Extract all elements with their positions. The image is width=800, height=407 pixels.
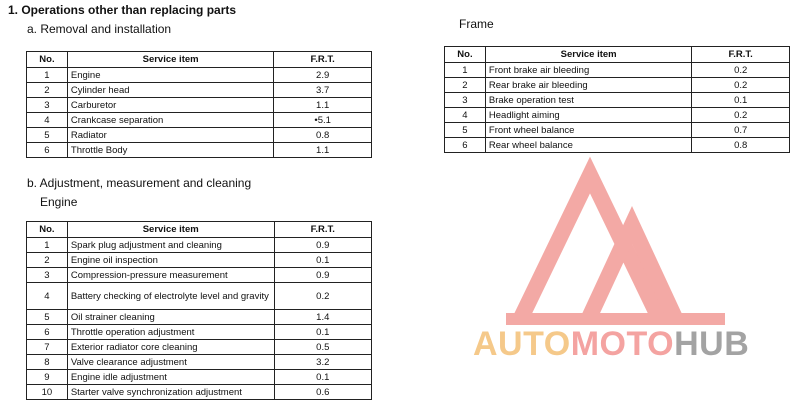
row-frt: 0.6 (274, 385, 371, 400)
table-row (445, 123, 790, 138)
row-no: 6 (445, 138, 486, 153)
table-row (27, 83, 372, 98)
row-no: 4 (445, 108, 486, 123)
table-header-row (27, 222, 372, 238)
watermark-text (473, 324, 749, 364)
row-no: 3 (445, 93, 486, 108)
row-service-item: Battery checking of electrolyte level and gravity (67, 283, 274, 310)
row-service-item: Throttle Body (67, 143, 273, 158)
table-row (27, 268, 372, 283)
row-frt: 0.2 (692, 78, 790, 93)
row-service-item: Compression-pressure measurement (67, 268, 274, 283)
row-frt: 0.1 (274, 325, 371, 340)
table-row (27, 143, 372, 158)
watermark-part-moto: MOTO (570, 325, 675, 363)
watermark-part-hub: HUB (674, 325, 750, 363)
row-no: 3 (27, 268, 68, 283)
frame-title: Frame (459, 17, 494, 31)
section-b-title: b. Adjustment, measurement and cleaning (27, 176, 252, 190)
table-row (27, 98, 372, 113)
row-service-item: Oil strainer cleaning (67, 310, 274, 325)
row-no: 3 (27, 98, 68, 113)
row-no: 10 (27, 385, 68, 400)
row-frt: 0.2 (274, 283, 371, 310)
row-frt: 0.9 (274, 238, 371, 253)
row-frt: 1.1 (274, 98, 372, 113)
removal-installation-table (26, 51, 372, 158)
row-service-item: Engine (67, 68, 273, 83)
row-no: 1 (27, 68, 68, 83)
row-service-item: Headlight aiming (485, 108, 691, 123)
row-no: 6 (27, 325, 68, 340)
row-service-item: Engine oil inspection (67, 253, 274, 268)
col-service-item-header: Service item (67, 222, 274, 238)
col-service-item-header: Service item (485, 47, 691, 63)
col-frt-header: F.R.T. (274, 222, 371, 238)
row-service-item: Front wheel balance (485, 123, 691, 138)
table-row (445, 93, 790, 108)
table-row (445, 108, 790, 123)
col-no-header: No. (445, 47, 486, 63)
row-no: 5 (27, 128, 68, 143)
row-service-item: Spark plug adjustment and cleaning (67, 238, 274, 253)
row-frt: 1.1 (274, 143, 372, 158)
row-service-item: Carburetor (67, 98, 273, 113)
col-frt-header: F.R.T. (692, 47, 790, 63)
table-header-row (27, 52, 372, 68)
row-frt: 0.1 (274, 370, 371, 385)
row-frt: 0.8 (274, 128, 372, 143)
row-service-item: Valve clearance adjustment (67, 355, 274, 370)
col-service-item-header: Service item (67, 52, 273, 68)
row-frt: 1.4 (274, 310, 371, 325)
col-no-header: No. (27, 222, 68, 238)
row-service-item: Starter valve synchronization adjustment (67, 385, 274, 400)
row-frt: 3.2 (274, 355, 371, 370)
table-row (27, 340, 372, 355)
table-row (445, 138, 790, 153)
table-header-row (445, 47, 790, 63)
row-service-item: Radiator (67, 128, 273, 143)
watermark-part-auto: AUTO (473, 325, 571, 363)
table-row (445, 78, 790, 93)
section-a-title: a. Removal and installation (27, 22, 172, 36)
row-service-item: Exterior radiator core cleaning (67, 340, 274, 355)
row-service-item: Brake operation test (485, 93, 691, 108)
table-row (27, 128, 372, 143)
row-no: 2 (27, 253, 68, 268)
main-heading: 1. Operations other than replacing parts (8, 3, 237, 17)
row-frt: •5.1 (274, 113, 372, 128)
table-row (27, 283, 372, 310)
col-frt-header: F.R.T. (274, 52, 372, 68)
row-no: 8 (27, 355, 68, 370)
watermark-logo-icon (470, 155, 750, 325)
row-frt: 0.1 (274, 253, 371, 268)
table-row (27, 310, 372, 325)
row-no: 5 (27, 310, 68, 325)
row-service-item: Front brake air bleeding (485, 63, 691, 78)
row-no: 4 (27, 283, 68, 310)
table-row (445, 63, 790, 78)
row-service-item: Cylinder head (67, 83, 273, 98)
row-no: 1 (445, 63, 486, 78)
table-row (27, 355, 372, 370)
row-no: 6 (27, 143, 68, 158)
table-row (27, 325, 372, 340)
row-service-item: Crankcase separation (67, 113, 273, 128)
row-frt: 2.9 (274, 68, 372, 83)
row-frt: 0.1 (692, 93, 790, 108)
row-no: 5 (445, 123, 486, 138)
row-frt: 0.2 (692, 108, 790, 123)
col-no-header: No. (27, 52, 68, 68)
table-row (27, 68, 372, 83)
row-no: 9 (27, 370, 68, 385)
table-row (27, 238, 372, 253)
row-no: 7 (27, 340, 68, 355)
row-no: 1 (27, 238, 68, 253)
row-service-item: Rear wheel balance (485, 138, 691, 153)
row-service-item: Rear brake air bleeding (485, 78, 691, 93)
table-row (27, 385, 372, 400)
row-service-item: Engine idle adjustment (67, 370, 274, 385)
row-frt: 0.9 (274, 268, 371, 283)
row-frt: 3.7 (274, 83, 372, 98)
row-frt: 0.2 (692, 63, 790, 78)
table-row (27, 253, 372, 268)
frame-table (444, 46, 790, 153)
row-no: 4 (27, 113, 68, 128)
row-no: 2 (445, 78, 486, 93)
section-b-subtitle: Engine (40, 195, 78, 209)
table-row (27, 113, 372, 128)
row-frt: 0.8 (692, 138, 790, 153)
row-no: 2 (27, 83, 68, 98)
adjustment-engine-table (26, 221, 372, 400)
row-frt: 0.5 (274, 340, 371, 355)
row-service-item: Throttle operation adjustment (67, 325, 274, 340)
row-frt: 0.7 (692, 123, 790, 138)
table-row (27, 370, 372, 385)
